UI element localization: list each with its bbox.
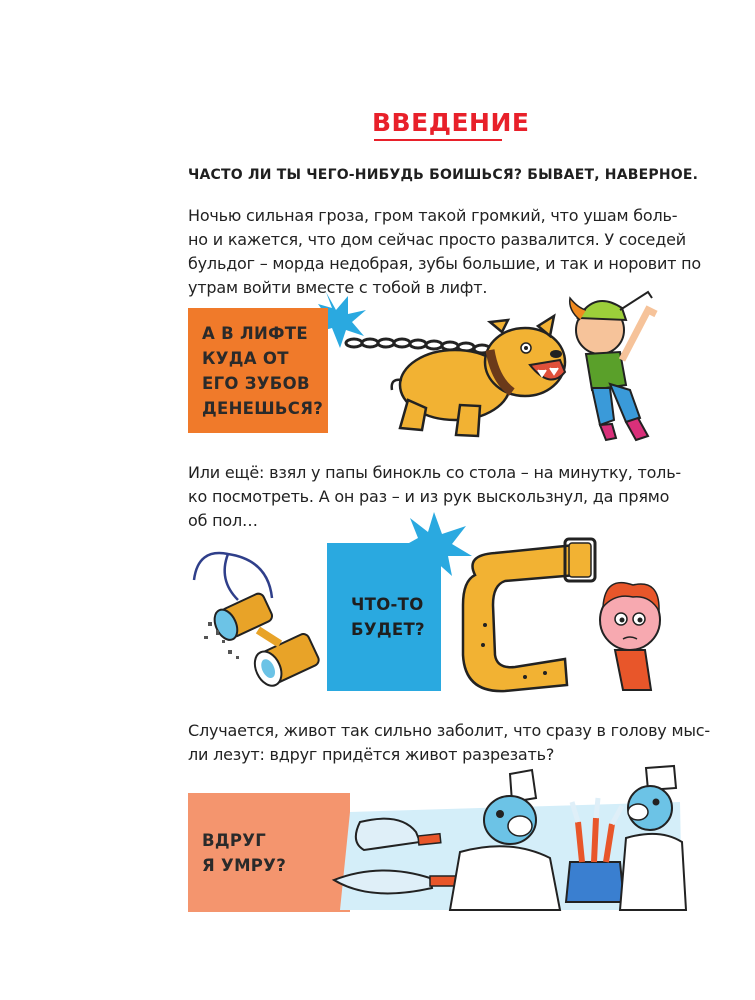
callout-line: Я УМРУ?	[202, 855, 287, 875]
paragraph-line: ко посмотреть. А он раз – и из рук выскользнул, да прямо	[188, 487, 670, 506]
callout-line: ЧТО-ТО	[351, 595, 424, 614]
bulldog-on-chain-and-boy-illustration	[330, 280, 670, 450]
callout-box-binoculars	[327, 543, 441, 691]
paragraph-line: но и кажется, что дом сейчас просто развалится. У соседей	[188, 230, 686, 249]
surgeons-with-knives-illustration	[320, 762, 700, 912]
dropped-binoculars-illustration	[188, 540, 338, 690]
paragraph-line: ли лезут: вдруг придётся живот разрезать?	[188, 745, 555, 764]
title-underline	[374, 139, 502, 141]
page-title: ВВЕДЕНИЕ	[372, 108, 530, 137]
callout-line: КУДА ОТ	[202, 348, 289, 368]
callout-line: ВДРУГ	[202, 830, 267, 850]
belt-and-worried-boy-illustration	[455, 535, 695, 695]
paragraph-line: Ночью сильная гроза, гром такой громкий, что ушам боль-	[188, 206, 678, 225]
callout-box-elevator	[188, 308, 328, 433]
paragraph-line: Случается, живот так сильно заболит, что сразу в голову мыс-	[188, 721, 710, 740]
callout-line: БУДЕТ?	[351, 620, 425, 639]
paragraph-line: бульдог – морда недобрая, зубы большие, и так и норовит по	[188, 254, 702, 273]
paragraph-line: утрам войти вместе с тобой в лифт.	[188, 278, 488, 297]
paragraph-stomach	[188, 719, 710, 767]
paragraph-line: об пол…	[188, 511, 258, 530]
callout-line: ДЕНЕШЬСЯ?	[202, 398, 324, 418]
intro-heading: ЧАСТО ЛИ ТЫ ЧЕГО-НИБУДЬ БОИШЬСЯ? БЫВАЕТ, НАВЕРНОЕ.	[188, 167, 699, 183]
paragraph-line: Или ещё: взял у папы бинокль со стола – на минутку, толь-	[188, 463, 682, 482]
callout-line: А В ЛИФТЕ	[202, 323, 308, 343]
callout-line: ЕГО ЗУБОВ	[202, 373, 310, 393]
